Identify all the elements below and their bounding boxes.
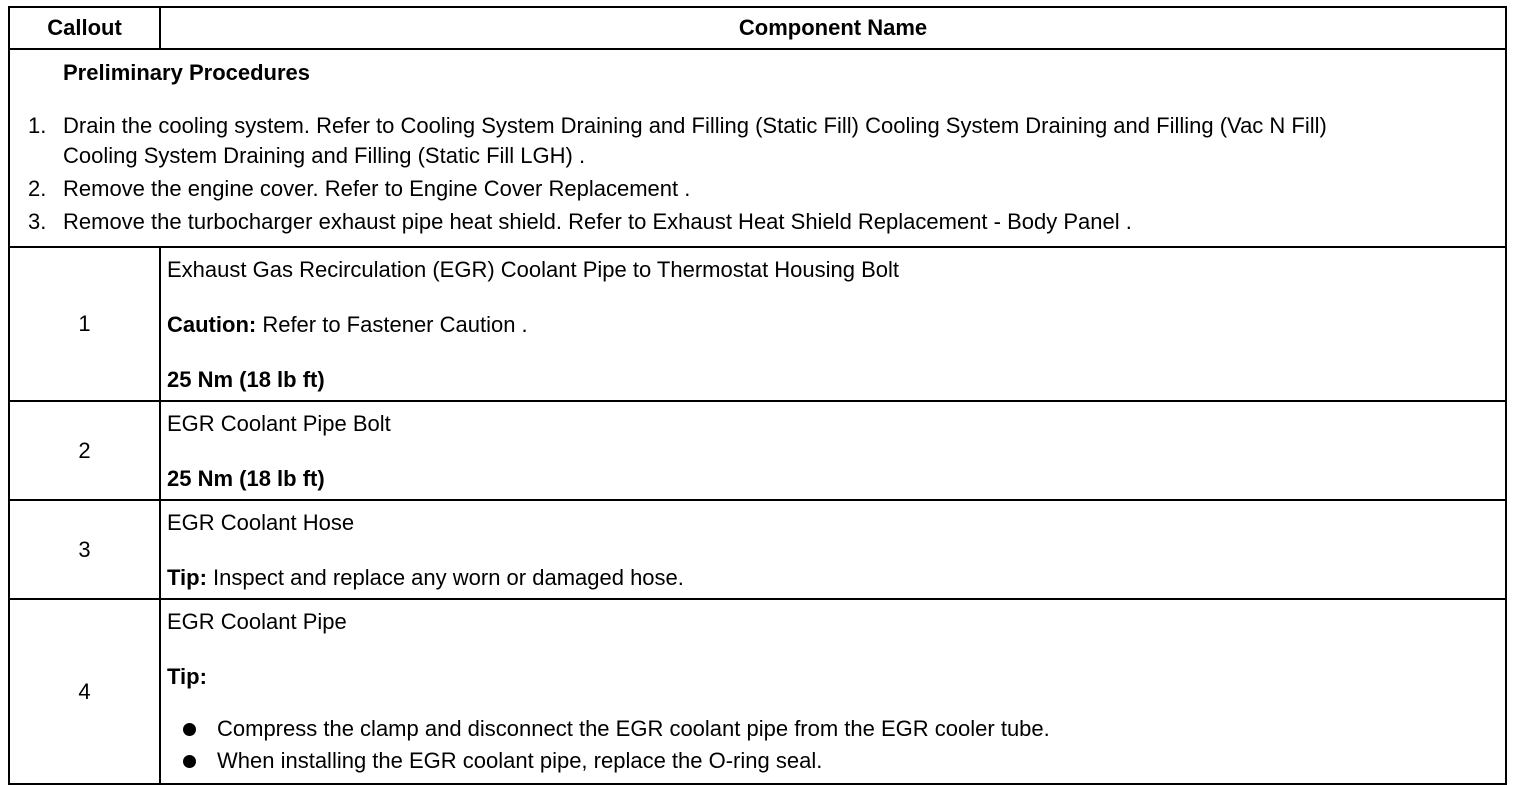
caution-text: Refer to Fastener Caution . — [256, 312, 528, 337]
tip-bullet-text: When installing the EGR coolant pipe, replace the O-ring seal. — [217, 748, 823, 773]
callout-number: 4 — [9, 599, 160, 784]
step-text-line: Cooling System Draining and Filling (Static Fill LGH) . — [63, 143, 586, 168]
preliminary-procedures-row — [9, 49, 1506, 247]
component-name: EGR Coolant Pipe Bolt — [167, 411, 391, 436]
component-name: EGR Coolant Hose — [167, 510, 355, 535]
component-name-column-header: Component Name — [160, 7, 1506, 49]
tip-bullet-text: Compress the clamp and disconnect the EGR coolant pipe from the EGR cooler tube. — [217, 716, 1050, 741]
step-number: 2. — [28, 176, 47, 201]
tip-text: Inspect and replace any worn or damaged hose. — [206, 565, 684, 590]
component-name: EGR Coolant Pipe — [167, 609, 347, 634]
step-text: Remove the engine cover. Refer to Engine Cover Replacement . — [63, 176, 691, 201]
table-row — [9, 401, 1506, 500]
step-number: 3. — [28, 209, 47, 234]
bullet-icon — [183, 723, 196, 736]
component-table — [8, 6, 1507, 785]
preliminary-procedures-title: Preliminary Procedures — [63, 60, 311, 85]
caution-label: Caution: — [167, 312, 257, 337]
bullet-icon — [183, 755, 196, 768]
callout-number: 3 — [9, 500, 160, 599]
callout-column-header: Callout — [9, 7, 160, 49]
tip-label: Tip: — [167, 565, 207, 590]
step-text-line: Drain the cooling system. Refer to Cooling System Draining and Filling (Static Fill) Cooling System Draining and Filling (Vac N Fill) — [63, 113, 1327, 138]
torque-spec: 25 Nm (18 lb ft) — [167, 466, 325, 491]
list-item — [10, 174, 1505, 204]
table-row — [9, 247, 1506, 401]
list-item — [10, 207, 1505, 237]
list-item — [167, 745, 1499, 777]
component-name: Exhaust Gas Recirculation (EGR) Coolant Pipe to Thermostat Housing Bolt — [167, 257, 900, 282]
callout-number: 2 — [9, 401, 160, 500]
list-item — [10, 111, 1505, 171]
preliminary-steps-list — [10, 111, 1505, 237]
table-header-row — [9, 7, 1506, 49]
callout-number: 1 — [9, 247, 160, 401]
tip-bullet-list — [167, 713, 1499, 777]
table-row — [9, 500, 1506, 599]
step-text: Remove the turbocharger exhaust pipe heat shield. Refer to Exhaust Heat Shield Replacement - Body Panel . — [63, 209, 1132, 234]
table-row — [9, 599, 1506, 784]
step-number: 1. — [28, 113, 47, 138]
torque-spec: 25 Nm (18 lb ft) — [167, 367, 325, 392]
list-item — [167, 713, 1499, 745]
tip-label: Tip: — [167, 664, 207, 689]
